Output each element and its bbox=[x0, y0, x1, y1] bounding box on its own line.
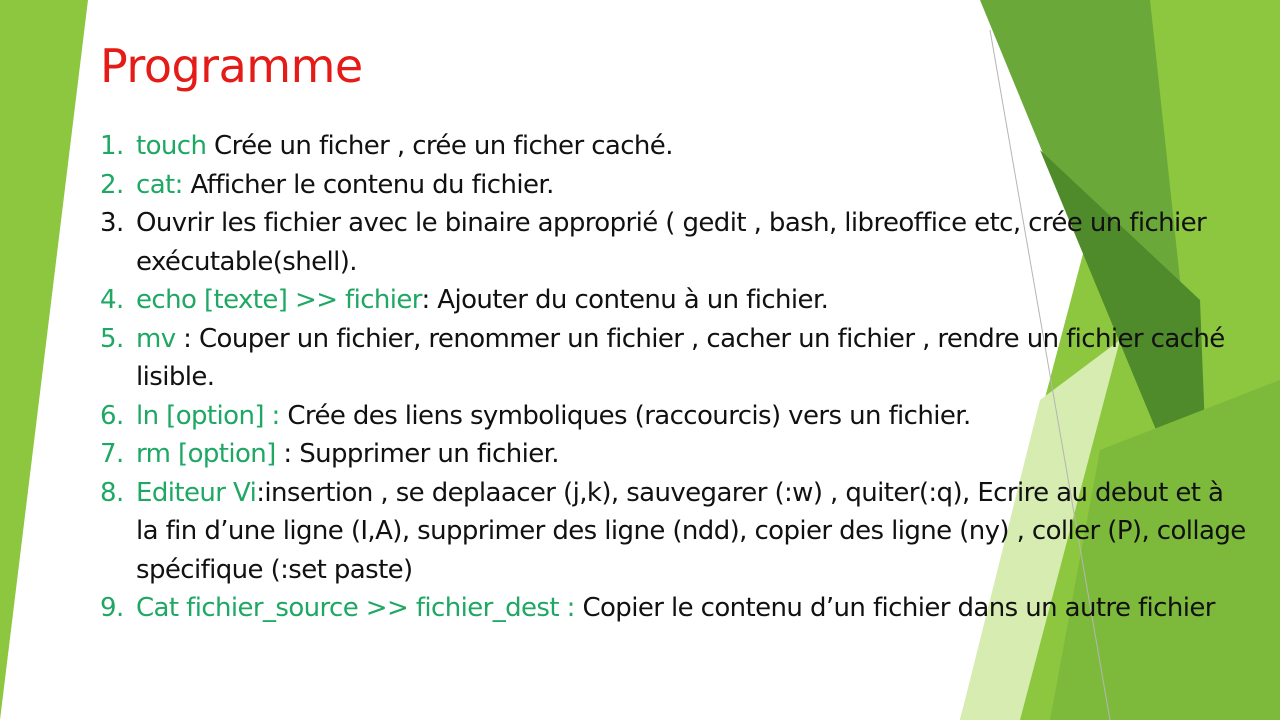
item-body bbox=[136, 397, 1250, 436]
list-item bbox=[100, 204, 1250, 281]
item-text: Copier le contenu d’un fichier dans un autre fichier bbox=[574, 593, 1215, 623]
item-command: echo [texte] >> fichier bbox=[136, 285, 422, 315]
item-number: 5. bbox=[100, 323, 124, 354]
item-command: rm [option] bbox=[136, 439, 276, 469]
item-number: 6. bbox=[100, 400, 124, 431]
item-number: 3. bbox=[100, 208, 124, 238]
slide-title: Programme bbox=[100, 39, 363, 93]
item-text: Crée un ficher , crée un ficher caché. bbox=[206, 131, 673, 161]
item-command: touch bbox=[136, 131, 207, 161]
item-text: :insertion , se deplaacer (j,k), sauvegarer (:w) , quiter(:q), Ecrire au debut et à la fin d’une ligne (I,A), supprimer des ligne (ndd), copier des ligne (ny) , coller (P), collage spécifique (:set paste) bbox=[136, 477, 1246, 585]
item-command: Cat fichier_source >> fichier_dest : bbox=[136, 593, 575, 623]
item-text: : Supprimer un fichier. bbox=[275, 439, 559, 469]
item-text: : Couper un fichier, renommer un fichier , cacher un fichier , rendre un fichier caché lisible. bbox=[136, 323, 1225, 392]
list-item bbox=[100, 127, 1250, 166]
list-item bbox=[100, 397, 1250, 436]
item-body bbox=[136, 320, 1250, 397]
item-number: 7. bbox=[100, 439, 124, 469]
item-body bbox=[136, 281, 1250, 320]
item-body bbox=[136, 204, 1250, 281]
item-number: 8. bbox=[100, 477, 124, 508]
item-text: : Ajouter du contenu à un fichier. bbox=[421, 285, 829, 315]
list-item bbox=[100, 474, 1250, 590]
item-body bbox=[136, 435, 1250, 474]
item-number: 9. bbox=[100, 593, 124, 623]
item-number: 4. bbox=[100, 285, 124, 315]
item-command: ln [option] : bbox=[136, 400, 280, 431]
item-command: Editeur Vi bbox=[136, 477, 257, 508]
item-number: 2. bbox=[100, 169, 124, 200]
left-green-bar bbox=[0, 0, 88, 720]
item-command: cat: bbox=[136, 169, 183, 200]
list-item bbox=[100, 281, 1250, 320]
item-body bbox=[136, 127, 1250, 166]
command-list bbox=[100, 127, 1250, 628]
list-item bbox=[100, 435, 1250, 474]
item-body bbox=[136, 166, 1250, 205]
item-text: Ouvrir les fichier avec le binaire approprié ( gedit , bash, libreoffice etc, crée un fichier exécutable(shell). bbox=[136, 208, 1207, 277]
item-command: mv bbox=[136, 323, 176, 354]
list-item bbox=[100, 589, 1250, 628]
list-item bbox=[100, 166, 1250, 205]
item-body bbox=[136, 474, 1250, 590]
item-text: Crée des liens symboliques (raccourcis) vers un fichier. bbox=[279, 400, 971, 431]
item-number: 1. bbox=[100, 131, 124, 161]
list-item bbox=[100, 320, 1250, 397]
item-text: Afficher le contenu du fichier. bbox=[182, 169, 554, 200]
item-body bbox=[136, 589, 1250, 628]
